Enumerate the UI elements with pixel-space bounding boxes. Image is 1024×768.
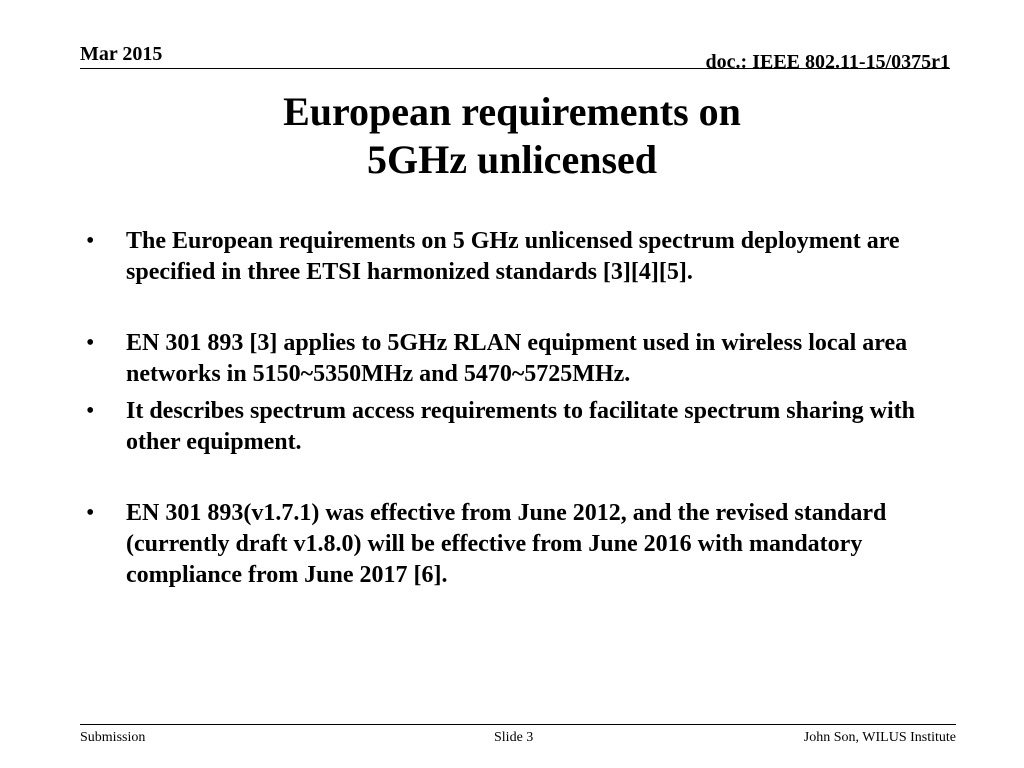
slide-title (0, 88, 1024, 184)
bullet-marker: • (86, 500, 95, 526)
header-date: Mar 2015 (80, 43, 163, 65)
footer-submission: Submission (80, 730, 146, 745)
footer-author: John Son, WILUS Institute (803, 730, 956, 745)
bullet-item (80, 328, 960, 390)
bullet-text: EN 301 893(v1.7.1) was effective from June 2012, and the revised standard (currently draft v1.8.0) will be effective from June 2016 with mandatory compliance from June 2017 [6]. (126, 500, 887, 588)
bullet-text: The European requirements on 5 GHz unlicensed spectrum deployment are specified in three ETSI harmonized standards [3][4][5]. (126, 228, 900, 285)
bullet-list (80, 226, 960, 591)
bullet-marker: • (86, 330, 95, 356)
slide-title-line-2: 5GHz unlicensed (366, 137, 658, 182)
header-divider (80, 68, 950, 69)
footer-divider (80, 724, 956, 725)
bullet-marker: • (86, 398, 95, 424)
footer-slide-number: Slide 3 (494, 730, 534, 745)
bullet-text: It describes spectrum access requirements to facilitate spectrum sharing with other equipment. (126, 398, 915, 455)
slide-title-line-1: European requirements on (283, 89, 741, 134)
bullet-item (80, 226, 960, 288)
bullet-marker: • (86, 228, 95, 254)
bullet-item (80, 498, 960, 591)
bullet-item (80, 396, 960, 458)
header-doc-id: doc.: IEEE 802.11-15/0375r1 (705, 51, 950, 73)
bullet-text: EN 301 893 [3] applies to 5GHz RLAN equipment used in wireless local area networks in 5150~5350MHz and 5470~5725MHz. (126, 330, 908, 387)
